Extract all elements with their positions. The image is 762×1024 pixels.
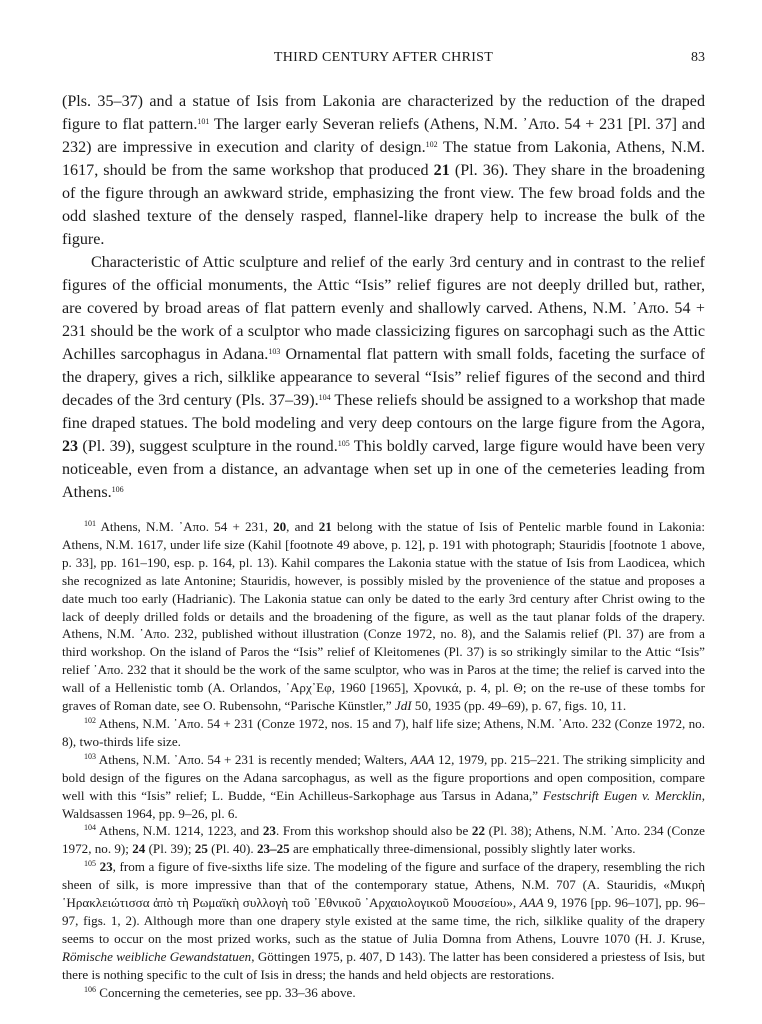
text-run: are emphatically three-dimensional, possibly slightly later works. — [289, 841, 636, 857]
italic-title: AAA — [519, 895, 544, 911]
text-run: (Pl. 38); Athens, N.M. ᾿Απο. 234 (Conze 1972, no. 9); — [62, 823, 705, 857]
text-run: 50, 1935 (pp. 49–69), p. 67, figs. 10, 11. — [411, 698, 627, 714]
footnote-ref: 103 — [84, 751, 96, 761]
text-run: . From this workshop should also be — [275, 823, 472, 839]
text-run: Athens, N.M. 1214, 1223, and — [96, 823, 263, 839]
text-run: Characteristic of Attic sculpture and relief of the early 3rd century and in contrast to the relief figures of the official monuments, the Attic “Isis” relief figures are not deeply drilled but, rather, are covered by broad areas of flat pattern evenly and shallowly carved. Athens, N.M. ᾿Απο. 54 + 231 should be the work of a sculptor who made classicizing figures on sarcophagi such as the Attic Achilles sarcophagus in Adana. — [62, 254, 705, 363]
catalogue-number: 24 — [132, 841, 146, 857]
running-head: THIRD CENTURY AFTER CHRIST — [273, 50, 494, 65]
text-run: Athens, N.M. ᾿Απο. 54 + 231 (Conze 1972, nos. 15 and 7), half life size; Athens, N.M. ᾿Απο. 232 (Conze 1972, no. 8), two-thirds life size. — [62, 715, 705, 749]
text-run: 12, 1979, pp. 215–221. The striking simplicity and bold design of the figures on the Adana sarcophagus, as well as the figure proportions and open composition, compare well with this “Isis” relief; L. Budde, “Ein Achilleus-Sarkophage aus Tarsus in Adana,” — [62, 751, 705, 803]
italic-title: JdI — [394, 698, 412, 714]
italic-title: Römische weibliche Gewandstatuen — [62, 948, 252, 964]
italic-title: Festschrift Eugen v. Mercklin — [542, 787, 702, 803]
footnote-ref: 104 — [84, 823, 96, 833]
italic-title: AAA — [410, 751, 435, 767]
text-run: Athens, N.M. ᾿Απο. 54 + 231, — [96, 519, 274, 534]
footnote-103 — [62, 751, 705, 823]
footnote-ref: 104 — [318, 393, 331, 402]
page — [62, 46, 705, 1001]
catalogue-number: 20 — [273, 519, 287, 534]
footnote-ref: 101 — [84, 519, 96, 528]
footnote-ref: 101 — [197, 117, 210, 126]
page-header — [62, 46, 705, 70]
footnote-ref: 106 — [111, 485, 124, 494]
footnote-ref: 105 — [337, 439, 350, 448]
footnotes — [62, 518, 705, 1001]
catalogue-number: 25 — [194, 841, 208, 857]
text-run: (Pl. 39); — [145, 841, 195, 857]
text-run: (Pls. 35–37) and a statue of Isis from Lakonia are characterized by the reduction of the draped figure to flat pattern. — [62, 93, 705, 133]
text-run: , Waldsassen 1964, pp. 9–26, pl. 6. — [62, 787, 706, 821]
body-text — [62, 90, 705, 504]
catalogue-number: 21 — [318, 519, 332, 534]
text-run: These reliefs should be assigned to a workshop that made fine draped statues. The bold modeling and very deep contours on the large figure from the Agora, — [62, 392, 705, 432]
footnote-ref: 103 — [268, 347, 281, 356]
text-run: (Pl. 40). — [207, 841, 257, 857]
text-run: 9, 1976 [pp. 96–107], pp. 96–97, figs. 1, 2). Although more than one drapery style existed at the same time, the rich, silklike quality of the drapery seems to occur on the most prized works, such as the statue of Julia Domna from Athens, Louvre 1070 (H. J. Kruse, — [62, 895, 705, 946]
footnote-101 — [62, 518, 705, 715]
text-run: , from a figure of five-sixths life size. The modeling of the figure and surface of the drapery, resembling the rich sheen of silk, is more impressive than that of the contemporary statue, Athens, N.M. 707 (A. Stauridis, «Μικρὴ ῾Ηρακλειώτισσα ἀπὸ τὴ Ρωμαϊκὴ συλλογὴ τοῦ ᾿Εθνικοῦ ᾿Αρχαιολογικοῦ Μουσείου», — [62, 859, 706, 911]
catalogue-number: 22 — [471, 823, 485, 839]
text-run: The larger early Severan reliefs (Athens, N.M. ᾿Απο. 54 + 231 [Pl. 37] and 232) are impressive in execution and clarity of design. — [62, 116, 706, 156]
text-run: (Pl. 39), suggest sculpture in the round. — [78, 438, 338, 455]
text-run: The statue from Lakonia, Athens, N.M. 1617, should be from the same workshop that produced — [62, 139, 705, 179]
catalogue-number: 23 — [99, 859, 113, 875]
text-run: Concerning the cemeteries, see pp. 33–36 above. — [96, 984, 356, 1000]
text-run: Ornamental flat pattern with small folds, faceting the surface of the drapery, gives a rich, silklike appearance to several “Isis” relief figures of the second and third decades of the 3rd century (Pls. 37–39). — [62, 346, 705, 409]
footnote-105 — [62, 858, 705, 983]
footnote-104 — [62, 822, 705, 858]
text-run: Athens, N.M. ᾿Απο. 54 + 231 is recently mended; Walters, — [96, 751, 411, 767]
catalogue-number: 21 — [433, 162, 450, 179]
body-paragraph-1 — [62, 90, 705, 251]
footnote-102 — [62, 715, 705, 751]
text-run: , Göttingen 1975, p. 407, D 143). The latter has been considered a priestess of Isis, but there is nothing specific to the cult of Isis in dress; the hands and held objects are restorations. — [62, 948, 706, 982]
body-paragraph-2 — [62, 251, 705, 504]
footnote-ref: 102 — [84, 715, 96, 725]
footnote-106 — [62, 984, 705, 1002]
footnote-ref: 106 — [84, 984, 96, 994]
text-run: (Pl. 36). They share in the broadening of the figure through an awkward stride, emphasizing the front view. The few broad folds and the odd slashed texture of the densely rasped, flannel-like drapery help to increase the bulk of the figure. — [62, 162, 705, 248]
footnote-ref: 102 — [425, 140, 438, 149]
page-number: 83 — [691, 50, 705, 65]
footnote-ref: 105 — [84, 859, 96, 869]
catalogue-number: 23 — [62, 438, 79, 455]
catalogue-number: 23 — [262, 823, 276, 839]
text-run: This boldly carved, large figure would have been very noticeable, even from a distance, an advantage when set up in one of the cemeteries leading from Athens. — [62, 438, 706, 501]
text-run: belong with the statue of Isis of Pentelic marble found in Lakonia: Athens, N.M. 1617, under life size (Kahil [footnote 49 above, p. 12], p. 191 with photograph; Stauridis [footnote 1 above, p. 33], pp. 161–190, esp. p. 164, pl. 13). Kahil compares the Lakonia statue with the statue of Isis from Laodicea, which she recognized as late Antonine; Stauridis, however, is possibly misled by the provenience of the statue and proposes a date much too early (Hadrianic). The Lakonia statue can only be dated to the early 3rd century after Christ owing to the lack of deeply drilled folds or details and the broadening of the figure, as well as the taut planar folds of the drapery. Athens, N.M. ᾿Απο. 232, published without illustration (Conze 1972, no. 8), and the Salamis relief (Pl. 37) are from a third workshop. On the island of Paros the “Isis” relief of Kleitomenes (Pl. 37) is so strikingly similar to the Attic “Isis” relief ᾿Απο. 232 that it should be the work of the same sculptor, who was in Paros at the time; the relief is carved into the wall of a Hellenistic tomb (A. Orlandos, ᾿Αρχ᾿Εφ, 1960 [1965], Χρονικά, p. 4, pl. Θ; on the re-use of these tombs for graves of Roman date, see O. Rubensohn, “Parische Künstler,” — [62, 519, 705, 714]
text-run: , and — [286, 519, 319, 534]
catalogue-number: 23–25 — [256, 841, 290, 857]
